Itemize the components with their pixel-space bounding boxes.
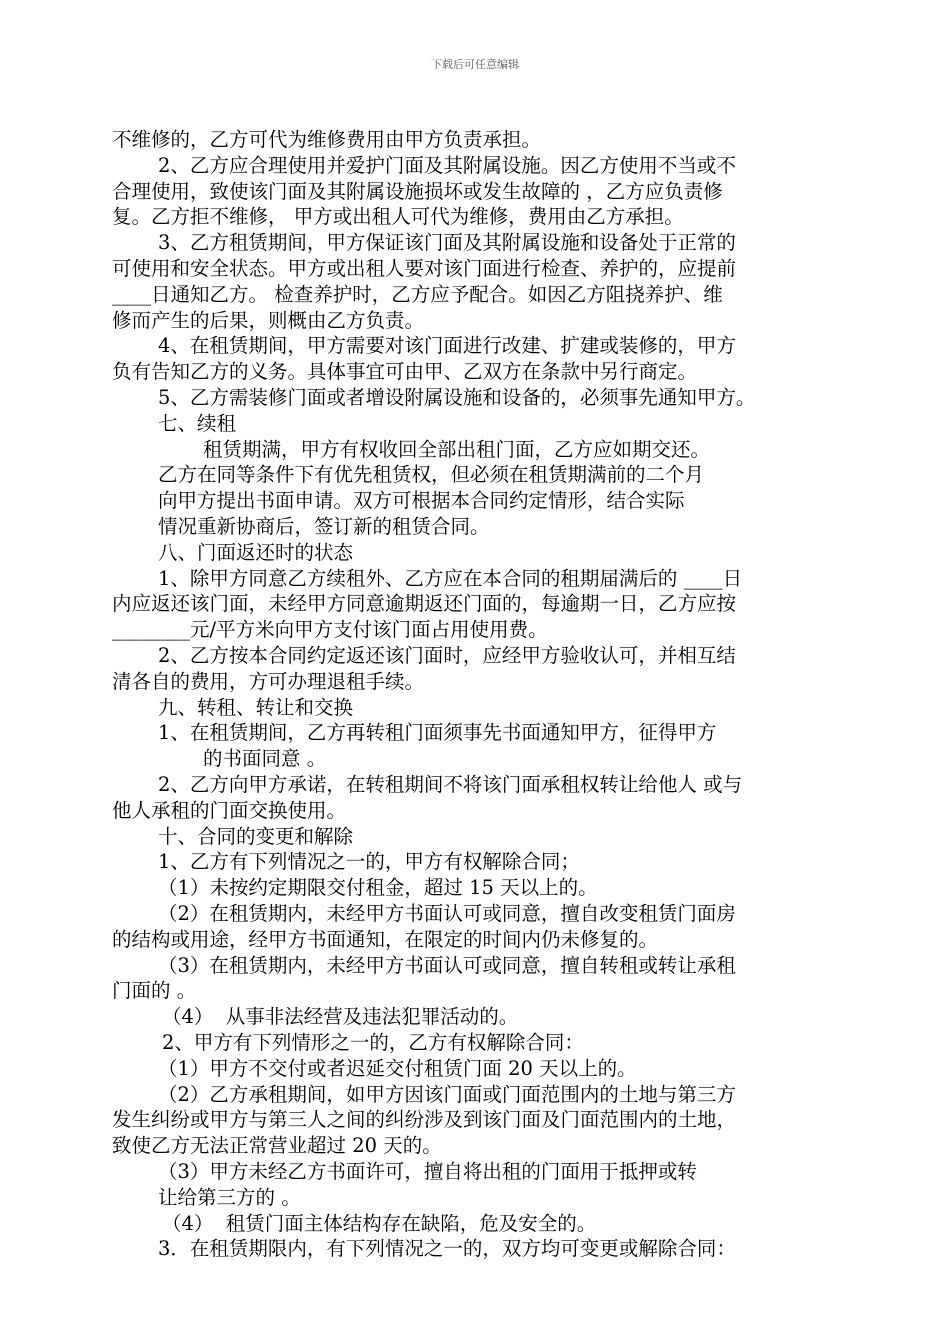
page-header: 下载后可任意编辑 — [431, 58, 519, 71]
text-line: 乙方在同等条件下有优先租赁权，但必须在租赁期满前的二个月 — [158, 463, 705, 486]
text-line: 他人承租的门面交换使用。 — [112, 799, 347, 822]
text-line: （2）乙方承租期间，如甲方因该门面或门面范围内的土地与第三方 — [158, 1083, 736, 1106]
text-line: （4） 从事非法经营及违法犯罪活动的。 — [162, 1005, 519, 1028]
text-line: （2）在租赁期内，未经甲方书面认可或同意，擅自改变租赁门面房 — [158, 902, 736, 925]
text-line: 1、在租赁期间，乙方再转租门面须事先书面通知甲方，征得甲方 — [158, 721, 717, 744]
text-line: 2、甲方有下列情形之一的，乙方有权解除合同： — [162, 1031, 584, 1054]
text-line: （1）未按约定期限交付租金，超过 15 天以上的。 — [158, 876, 598, 899]
text-line: 让给第三方的 。 — [158, 1186, 301, 1209]
text-line: 发生纠纷或甲方与第三人之间的纠纷涉及到该门面及门面范围内的土地， — [112, 1108, 737, 1131]
text-line: 清各自的费用，方可办理退租手续。 — [112, 670, 425, 693]
text-line: （4） 租赁门面主体结构存在缺陷，危及安全的。 — [162, 1212, 597, 1235]
text-line: ____日通知乙方。 检查养护时，乙方应予配合。如因乙方阻挠养护、维 — [112, 283, 723, 306]
text-line: 不维修的，乙方可代为维修费用由甲方负责承担。 — [112, 128, 542, 151]
text-line: 内应返还该门面，未经甲方同意逾期返还门面的，每逾期一日，乙方应按 — [112, 592, 737, 615]
text-line: 2、乙方向甲方承诺，在转租期间不将该门面承租权转让给他人 或与 — [158, 773, 743, 796]
text-line: 1、除甲方同意乙方续租外、乙方应在本合同的租期届满后的 ____日 — [158, 567, 743, 590]
text-line: 5、乙方需装修门面或者增设附属设施和设备的，必须事先通知甲方。 — [158, 386, 756, 409]
text-line: 八、门面返还时的状态 — [158, 541, 354, 564]
text-line: 七、续租 — [158, 412, 237, 435]
text-line: 修而产生的后果，则概由乙方负责。 — [112, 309, 425, 332]
text-line: ________元/平方米向甲方支付该门面占用使用费。 — [112, 618, 548, 641]
text-line: 4、在租赁期间，甲方需要对该门面进行改建、扩建或装修的，甲方 — [158, 334, 736, 357]
text-line: 2、乙方应合理使用并爱护门面及其附属设施。因乙方使用不当或不 — [158, 154, 736, 177]
text-line: 可使用和安全状态。甲方或出租人要对该门面进行检查、养护的，应提前 — [112, 257, 737, 280]
text-line: （1）甲方不交付或者迟延交付租赁门面 20 天以上的。 — [158, 1057, 637, 1080]
text-line: 致使乙方无法正常营业超过 20 天的。 — [112, 1134, 442, 1157]
text-line: 合理使用，致使该门面及其附属设施损坏或发生故障的 ，乙方应负责修 — [112, 180, 723, 203]
text-line: 情况重新协商后，签订新的租赁合同。 — [158, 515, 490, 538]
text-line: （3）在租赁期内，未经甲方书面认可或同意，擅自转租或转让承租 — [158, 954, 736, 977]
text-line: 的书面同意 。 — [203, 747, 327, 770]
text-line: 九、转租、转让和交换 — [158, 696, 354, 719]
text-line: （3）甲方未经乙方书面许可，擅自将出租的门面用于抵押或转 — [158, 1160, 697, 1183]
text-line: 1、乙方有下列情况之一的，甲方有权解除合同； — [158, 850, 580, 873]
text-line: 复。乙方拒不维修， 甲方或出租人可代为维修，费用由乙方承担。 — [112, 205, 684, 228]
text-line: 3、乙方租赁期间，甲方保证该门面及其附属设施和设备处于正常的 — [158, 231, 736, 254]
text-line: 2、乙方按本合同约定返还该门面时，应经甲方验收认可，并相互结 — [158, 644, 736, 667]
text-line: 负有告知乙方的义务。具体事宜可由甲、乙双方在条款中另行商定。 — [112, 360, 698, 383]
text-line: 门面的 。 — [112, 979, 197, 1002]
text-line: 向甲方提出书面申请。双方可根据本合同约定情形，结合实际 — [158, 489, 685, 512]
text-line: 租赁期满，甲方有权收回全部出租门面，乙方应如期交还。 — [203, 438, 711, 461]
text-line: 3．在租赁期限内，有下列情况之一的，双方均可变更或解除合同： — [158, 1237, 736, 1260]
text-line: 的结构或用途，经甲方书面通知，在限定的时间内仍未修复的。 — [112, 928, 659, 951]
text-line: 十、合同的变更和解除 — [158, 825, 354, 848]
